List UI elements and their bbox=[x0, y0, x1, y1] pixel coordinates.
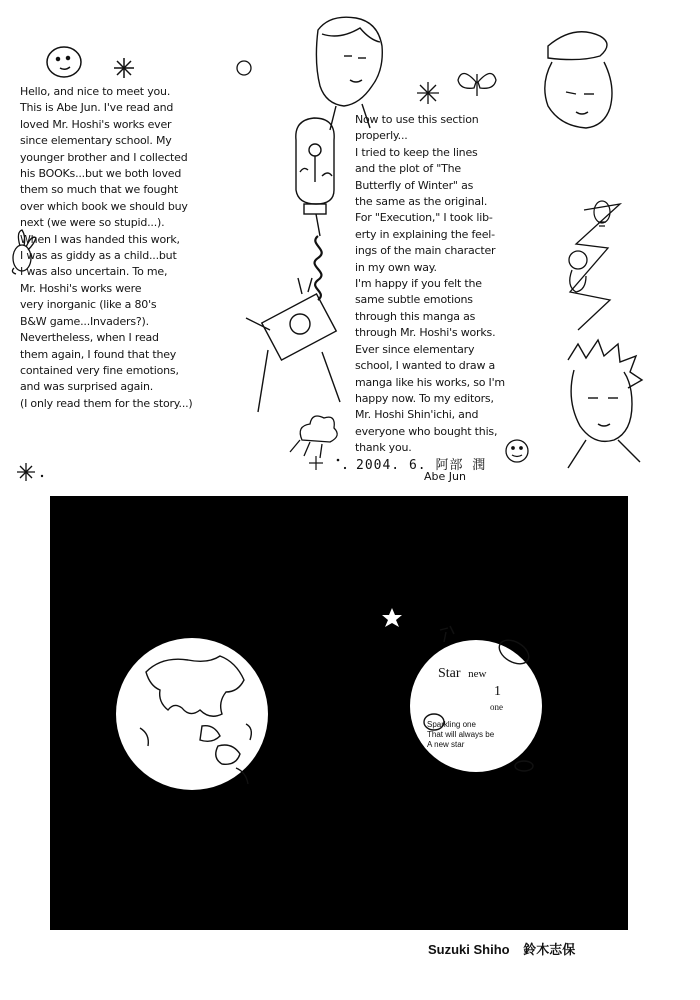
text-line: happy now. To my editors, bbox=[355, 391, 494, 405]
bulb-icon bbox=[594, 201, 610, 226]
text-line: school, I wanted to draw a bbox=[355, 359, 496, 373]
artist-credit bbox=[428, 939, 575, 958]
moon-caption-line: Sparkling one bbox=[427, 720, 476, 729]
text-line: I'm happy if you felt the bbox=[355, 277, 482, 291]
text-line: Mr. Hoshi's works were bbox=[20, 281, 142, 295]
text-line: Butterfly of Winter" as bbox=[355, 178, 474, 192]
text-line: very inorganic (like a 80's bbox=[20, 298, 157, 312]
moon-title bbox=[438, 666, 486, 682]
text-line: Nevertheless, when I read bbox=[20, 331, 159, 345]
text-line: For "Execution," I took lib- bbox=[355, 211, 493, 225]
text-line: over which book we should buy bbox=[20, 199, 188, 213]
dots-decoration-icon bbox=[41, 459, 346, 477]
text-line: and was surprised again. bbox=[20, 380, 154, 394]
moon-title-word2: new bbox=[468, 668, 487, 680]
afterword-left-text bbox=[20, 84, 282, 412]
text-line: loved Mr. Hoshi's works ever bbox=[20, 117, 172, 131]
text-line: his BOOKs...but we both loved bbox=[20, 167, 182, 181]
sparkle-star-icon bbox=[309, 456, 323, 470]
text-line: thank you. bbox=[355, 441, 412, 455]
moon-number-word: one bbox=[490, 702, 503, 712]
illustration-panel bbox=[50, 496, 628, 930]
sparkle-star-icon bbox=[114, 58, 134, 78]
text-line: B&W game...Invaders?). bbox=[20, 314, 149, 328]
moon-number: 1 bbox=[494, 684, 501, 699]
text-line: Hello, and nice to meet you. bbox=[20, 85, 171, 98]
moon-icon bbox=[410, 626, 542, 772]
text-line: everyone who bought this, bbox=[355, 424, 498, 438]
text-line: them so much that we fought bbox=[20, 183, 178, 197]
space-illustration bbox=[50, 496, 628, 930]
star-icon bbox=[382, 608, 402, 627]
text-line: contained very fine emotions, bbox=[20, 363, 179, 377]
text-line: the same as the original. bbox=[355, 195, 488, 209]
text-line: I tried to keep the lines bbox=[355, 145, 478, 159]
text-line: Mr. Hoshi Shin'ichi, and bbox=[355, 408, 479, 422]
text-line: Ever since elementary bbox=[355, 342, 475, 356]
text-line: since elementary school. My bbox=[20, 134, 172, 148]
text-line: This is Abe Jun. I've read and bbox=[20, 101, 174, 115]
text-line: next (we were so stupid...). bbox=[20, 216, 165, 230]
small-circle-icon bbox=[237, 61, 251, 75]
text-line: properly... bbox=[355, 129, 408, 143]
moon-caption bbox=[427, 720, 494, 750]
butterfly-icon bbox=[458, 73, 496, 96]
signature-name: Abe Jun bbox=[424, 470, 466, 483]
text-line: younger brother and I collected bbox=[20, 150, 188, 164]
text-line: Now to use this section bbox=[355, 113, 479, 126]
credit-kanji: 鈴木志保 bbox=[523, 942, 576, 957]
text-line: and the plot of "The bbox=[355, 162, 461, 176]
afterword-right-text bbox=[355, 112, 555, 457]
text-line: in my own way. bbox=[355, 260, 437, 274]
moon-title-word: Star bbox=[438, 666, 461, 681]
sparkle-star-icon bbox=[17, 463, 35, 481]
text-line: through Mr. Hoshi's works. bbox=[355, 326, 496, 340]
moon-caption-line: That will always be bbox=[427, 730, 495, 739]
moon-caption-line: A new star bbox=[427, 740, 465, 749]
earth-icon bbox=[116, 638, 268, 790]
text-line: erty in explaining the feel- bbox=[355, 227, 495, 241]
text-line: ings of the main character bbox=[355, 244, 496, 258]
sparkle-star-icon bbox=[417, 82, 439, 104]
text-line: (I only read them for the story...) bbox=[20, 396, 193, 410]
comet-icon bbox=[290, 416, 337, 458]
monkey-icon bbox=[569, 204, 620, 330]
text-line: I was as giddy as a child...but bbox=[20, 249, 177, 263]
smiley-face-icon bbox=[47, 47, 81, 77]
text-line: through this manga as bbox=[355, 309, 476, 323]
text-line: them again, I found that they bbox=[20, 347, 177, 361]
text-line: manga like his works, so I'm bbox=[355, 375, 505, 389]
signature-date: 2004. 6. 阿部 潤 bbox=[356, 458, 487, 473]
credit-romaji: Suzuki Shiho bbox=[428, 942, 510, 957]
text-line: same subtle emotions bbox=[355, 293, 473, 307]
character-portrait-icon bbox=[568, 340, 642, 468]
text-line: I was also uncertain. To me, bbox=[20, 265, 168, 279]
text-line: When I was handed this work, bbox=[20, 232, 180, 246]
